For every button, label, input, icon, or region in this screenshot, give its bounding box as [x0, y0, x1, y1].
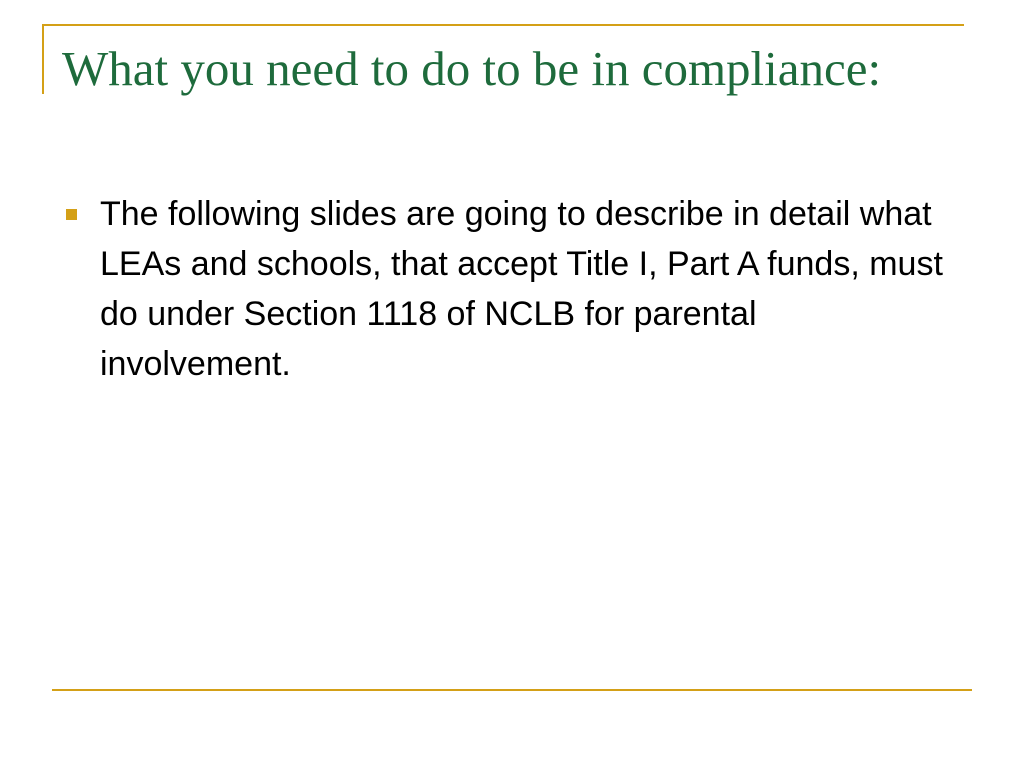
bullet-text: The following slides are going to describe in detail what LEAs and schools, that accept Title I, Part A funds, must do under Section 1118 of NCLB for parental involvement. [100, 195, 943, 383]
square-bullet-icon [66, 209, 77, 220]
title-left-rule [42, 24, 44, 94]
slide-title: What you need to do to be in compliance: [62, 41, 882, 96]
title-top-rule [42, 24, 964, 26]
bullet-list [62, 189, 952, 389]
bullet-item [62, 189, 952, 389]
footer-rule [52, 689, 972, 691]
